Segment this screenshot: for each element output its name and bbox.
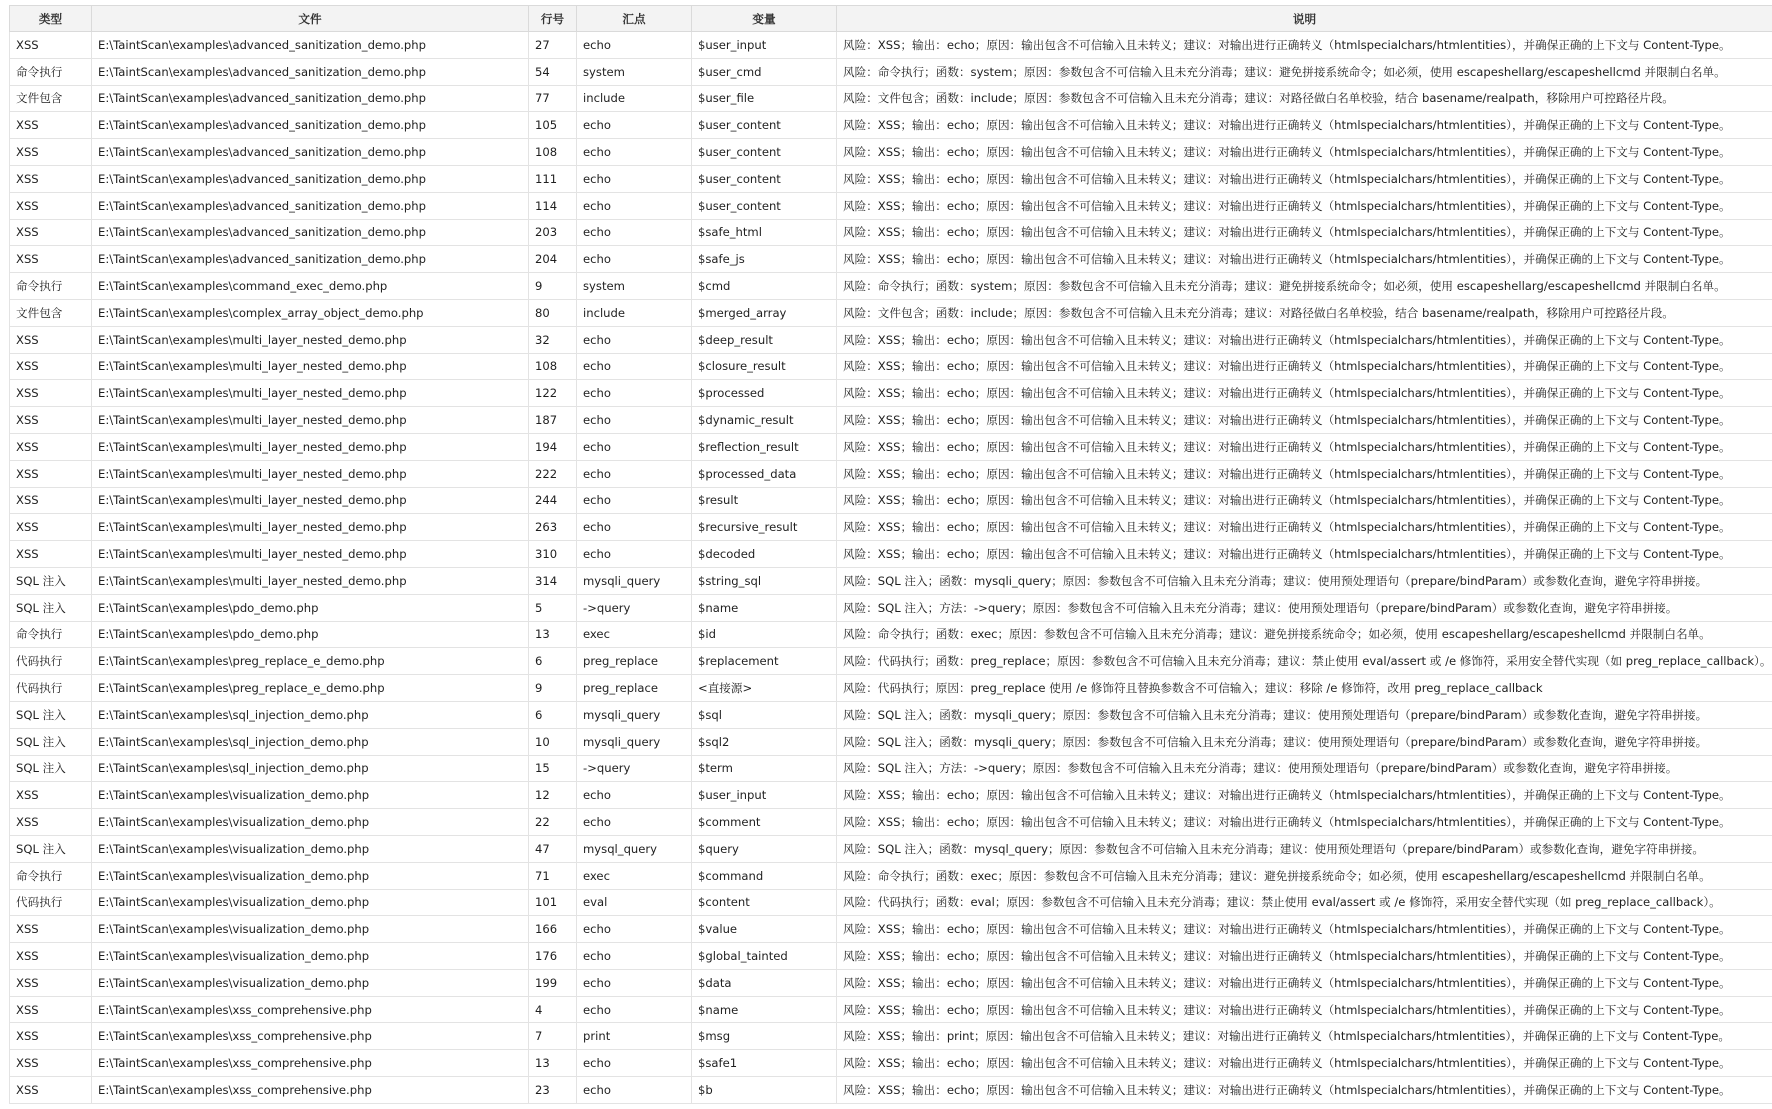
table-row[interactable] [10, 675, 1772, 702]
cell-line: 80 [529, 299, 577, 326]
cell-file: E:\TaintScan\examples\advanced_sanitization_demo.php [92, 165, 529, 192]
table-row[interactable] [10, 460, 1772, 487]
cell-sink: exec [577, 862, 692, 889]
cell-line: 105 [529, 112, 577, 139]
cell-type: XSS [10, 460, 92, 487]
table-row[interactable] [10, 58, 1772, 85]
table-header-row [10, 6, 1772, 32]
cell-file: E:\TaintScan\examples\command_exec_demo.php [92, 273, 529, 300]
cell-sink: echo [577, 407, 692, 434]
cell-line: 187 [529, 407, 577, 434]
cell-type: 代码执行 [10, 675, 92, 702]
cell-description: 风险：XSS；输出：echo；原因：输出包含不可信输入且未转义；建议：对输出进行正确转义（htmlspecialchars/htmlentities），并确保正确的上下文与 Content-Type。 [837, 943, 1772, 970]
cell-variable: $name [692, 594, 837, 621]
cell-variable: $merged_array [692, 299, 837, 326]
table-row[interactable] [10, 1077, 1772, 1104]
cell-sink: echo [577, 541, 692, 568]
column-header-type[interactable]: 类型 [10, 6, 92, 32]
cell-type: XSS [10, 246, 92, 273]
cell-sink: echo [577, 969, 692, 996]
cell-variable: $user_content [692, 112, 837, 139]
cell-variable: $replacement [692, 648, 837, 675]
cell-variable: $id [692, 621, 837, 648]
cell-sink: echo [577, 1077, 692, 1104]
cell-type: XSS [10, 541, 92, 568]
table-row[interactable] [10, 326, 1772, 353]
cell-type: SQL 注入 [10, 728, 92, 755]
cell-file: E:\TaintScan\examples\multi_layer_nested_demo.php [92, 433, 529, 460]
cell-variable: $processed [692, 380, 837, 407]
cell-description: 风险：XSS；输出：echo；原因：输出包含不可信输入且未转义；建议：对输出进行正确转义（htmlspecialchars/htmlentities），并确保正确的上下文与 Content-Type。 [837, 219, 1772, 246]
table-row[interactable] [10, 165, 1772, 192]
cell-line: 27 [529, 32, 577, 59]
cell-variable: $user_content [692, 165, 837, 192]
cell-line: 22 [529, 809, 577, 836]
cell-type: XSS [10, 326, 92, 353]
cell-description: 风险：SQL 注入；函数：mysqli_query；原因：参数包含不可信输入且未充分消毒；建议：使用预处理语句（prepare/bindParam）或参数化查询，避免字符串拼接。 [837, 701, 1772, 728]
cell-type: 命令执行 [10, 58, 92, 85]
cell-file: E:\TaintScan\examples\advanced_sanitization_demo.php [92, 32, 529, 59]
table-row[interactable] [10, 192, 1772, 219]
cell-variable: $user_file [692, 85, 837, 112]
cell-type: XSS [10, 112, 92, 139]
cell-sink: echo [577, 192, 692, 219]
table-row[interactable] [10, 1023, 1772, 1050]
cell-variable: $msg [692, 1023, 837, 1050]
cell-line: 13 [529, 621, 577, 648]
table-row[interactable] [10, 996, 1772, 1023]
table-row[interactable] [10, 139, 1772, 166]
cell-file: E:\TaintScan\examples\visualization_demo.php [92, 782, 529, 809]
cell-file: E:\TaintScan\examples\xss_comprehensive.php [92, 996, 529, 1023]
cell-description: 风险：XSS；输出：echo；原因：输出包含不可信输入且未转义；建议：对输出进行正确转义（htmlspecialchars/htmlentities），并确保正确的上下文与 Content-Type。 [837, 380, 1772, 407]
cell-line: 71 [529, 862, 577, 889]
cell-description: 风险：XSS；输出：echo；原因：输出包含不可信输入且未转义；建议：对输出进行正确转义（htmlspecialchars/htmlentities），并确保正确的上下文与 Content-Type。 [837, 487, 1772, 514]
cell-line: 222 [529, 460, 577, 487]
table-row[interactable] [10, 219, 1772, 246]
table-row[interactable] [10, 862, 1772, 889]
cell-sink: ->query [577, 755, 692, 782]
cell-line: 244 [529, 487, 577, 514]
cell-type: SQL 注入 [10, 594, 92, 621]
table-row[interactable] [10, 273, 1772, 300]
cell-file: E:\TaintScan\examples\advanced_sanitization_demo.php [92, 219, 529, 246]
cell-file: E:\TaintScan\examples\pdo_demo.php [92, 621, 529, 648]
table-row[interactable] [10, 701, 1772, 728]
cell-variable: $decoded [692, 541, 837, 568]
cell-type: SQL 注入 [10, 755, 92, 782]
cell-variable: $query [692, 835, 837, 862]
cell-sink: echo [577, 139, 692, 166]
cell-description: 风险：XSS；输出：echo；原因：输出包含不可信输入且未转义；建议：对输出进行正确转义（htmlspecialchars/htmlentities），并确保正确的上下文与 Content-Type。 [837, 32, 1772, 59]
table-row[interactable] [10, 621, 1772, 648]
cell-description: 风险：代码执行；函数：preg_replace；原因：参数包含不可信输入且未充分消毒；建议：禁止使用 eval/assert 或 /e 修饰符，采用安全替代实现（如 preg_replace_callback）。 [837, 648, 1772, 675]
cell-sink: preg_replace [577, 648, 692, 675]
cell-variable: $safe_html [692, 219, 837, 246]
cell-sink: mysqli_query [577, 567, 692, 594]
cell-type: XSS [10, 916, 92, 943]
cell-sink: echo [577, 112, 692, 139]
cell-line: 9 [529, 273, 577, 300]
cell-type: SQL 注入 [10, 701, 92, 728]
cell-description: 风险：XSS；输出：echo；原因：输出包含不可信输入且未转义；建议：对输出进行正确转义（htmlspecialchars/htmlentities），并确保正确的上下文与 Content-Type。 [837, 1050, 1772, 1077]
cell-sink: system [577, 58, 692, 85]
cell-type: XSS [10, 514, 92, 541]
results-table [9, 5, 1772, 1104]
cell-sink: echo [577, 326, 692, 353]
cell-line: 310 [529, 541, 577, 568]
cell-sink: preg_replace [577, 675, 692, 702]
cell-variable: $reflection_result [692, 433, 837, 460]
cell-file: E:\TaintScan\examples\xss_comprehensive.php [92, 1023, 529, 1050]
cell-sink: mysqli_query [577, 728, 692, 755]
cell-line: 314 [529, 567, 577, 594]
cell-variable: $global_tainted [692, 943, 837, 970]
cell-file: E:\TaintScan\examples\visualization_demo.php [92, 943, 529, 970]
cell-description: 风险：XSS；输出：echo；原因：输出包含不可信输入且未转义；建议：对输出进行正确转义（htmlspecialchars/htmlentities），并确保正确的上下文与 Content-Type。 [837, 460, 1772, 487]
cell-variable: $value [692, 916, 837, 943]
cell-line: 9 [529, 675, 577, 702]
cell-sink: mysql_query [577, 835, 692, 862]
column-header-sink[interactable]: 汇点 [577, 6, 692, 32]
cell-variable: $comment [692, 809, 837, 836]
cell-file: E:\TaintScan\examples\preg_replace_e_demo.php [92, 648, 529, 675]
cell-type: XSS [10, 943, 92, 970]
table-row[interactable] [10, 916, 1772, 943]
cell-line: 122 [529, 380, 577, 407]
cell-file: E:\TaintScan\examples\preg_replace_e_demo.php [92, 675, 529, 702]
cell-line: 101 [529, 889, 577, 916]
cell-type: 命令执行 [10, 273, 92, 300]
cell-type: XSS [10, 969, 92, 996]
cell-line: 111 [529, 165, 577, 192]
cell-file: E:\TaintScan\examples\multi_layer_nested_demo.php [92, 567, 529, 594]
cell-variable: $sql2 [692, 728, 837, 755]
cell-type: XSS [10, 996, 92, 1023]
cell-line: 12 [529, 782, 577, 809]
cell-line: 263 [529, 514, 577, 541]
cell-sink: echo [577, 916, 692, 943]
cell-type: XSS [10, 380, 92, 407]
cell-type: SQL 注入 [10, 567, 92, 594]
cell-line: 7 [529, 1023, 577, 1050]
cell-file: E:\TaintScan\examples\multi_layer_nested_demo.php [92, 407, 529, 434]
cell-file: E:\TaintScan\examples\advanced_sanitization_demo.php [92, 139, 529, 166]
cell-type: XSS [10, 353, 92, 380]
cell-sink: echo [577, 460, 692, 487]
cell-file: E:\TaintScan\examples\sql_injection_demo.php [92, 728, 529, 755]
cell-file: E:\TaintScan\examples\sql_injection_demo.php [92, 701, 529, 728]
table-row[interactable] [10, 353, 1772, 380]
cell-variable: $deep_result [692, 326, 837, 353]
cell-variable: $term [692, 755, 837, 782]
table-row[interactable] [10, 246, 1772, 273]
cell-variable: $user_input [692, 32, 837, 59]
cell-file: E:\TaintScan\examples\visualization_demo.php [92, 809, 529, 836]
cell-line: 6 [529, 701, 577, 728]
table-row[interactable] [10, 835, 1772, 862]
cell-line: 199 [529, 969, 577, 996]
cell-type: XSS [10, 1077, 92, 1104]
cell-file: E:\TaintScan\examples\advanced_sanitization_demo.php [92, 85, 529, 112]
cell-type: XSS [10, 433, 92, 460]
table-row[interactable] [10, 380, 1772, 407]
table-row[interactable] [10, 594, 1772, 621]
table-row[interactable] [10, 782, 1772, 809]
table-row[interactable] [10, 299, 1772, 326]
cell-line: 32 [529, 326, 577, 353]
cell-file: E:\TaintScan\examples\multi_layer_nested_demo.php [92, 514, 529, 541]
table-row[interactable] [10, 433, 1772, 460]
cell-line: 77 [529, 85, 577, 112]
cell-variable: $user_content [692, 139, 837, 166]
cell-sink: echo [577, 487, 692, 514]
cell-line: 108 [529, 353, 577, 380]
cell-description: 风险：XSS；输出：echo；原因：输出包含不可信输入且未转义；建议：对输出进行正确转义（htmlspecialchars/htmlentities），并确保正确的上下文与 Content-Type。 [837, 782, 1772, 809]
cell-sink: ->query [577, 594, 692, 621]
cell-variable: $string_sql [692, 567, 837, 594]
cell-line: 203 [529, 219, 577, 246]
cell-variable: $user_content [692, 192, 837, 219]
cell-description: 风险：XSS；输出：print；原因：输出包含不可信输入且未转义；建议：对输出进行正确转义（htmlspecialchars/htmlentities），并确保正确的上下文与 Content-Type。 [837, 1023, 1772, 1050]
column-header-description[interactable]: 说明 [837, 6, 1772, 32]
table-row[interactable] [10, 943, 1772, 970]
cell-sink: echo [577, 165, 692, 192]
cell-sink: include [577, 85, 692, 112]
table-row[interactable] [10, 809, 1772, 836]
cell-description: 风险：XSS；输出：echo；原因：输出包含不可信输入且未转义；建议：对输出进行正确转义（htmlspecialchars/htmlentities），并确保正确的上下文与 Content-Type。 [837, 1077, 1772, 1104]
cell-variable: $name [692, 996, 837, 1023]
cell-description: 风险：SQL 注入；方法：->query；原因：参数包含不可信输入且未充分消毒；建议：使用预处理语句（prepare/bindParam）或参数化查询，避免字符串拼接。 [837, 755, 1772, 782]
cell-line: 23 [529, 1077, 577, 1104]
table-row[interactable] [10, 567, 1772, 594]
table-row[interactable] [10, 514, 1772, 541]
cell-description: 风险：SQL 注入；函数：mysql_query；原因：参数包含不可信输入且未充分消毒；建议：使用预处理语句（prepare/bindParam）或参数化查询，避免字符串拼接。 [837, 835, 1772, 862]
cell-description: 风险：代码执行；函数：eval；原因：参数包含不可信输入且未充分消毒；建议：禁止使用 eval/assert 或 /e 修饰符，采用安全替代实现（如 preg_replace_callback）。 [837, 889, 1772, 916]
table-row[interactable] [10, 112, 1772, 139]
cell-description: 风险：命令执行；函数：exec；原因：参数包含不可信输入且未充分消毒；建议：避免拼接系统命令；如必须，使用 escapeshellarg/escapeshellcmd 并限制白名单。 [837, 621, 1772, 648]
cell-line: 108 [529, 139, 577, 166]
cell-line: 166 [529, 916, 577, 943]
cell-variable: $b [692, 1077, 837, 1104]
cell-file: E:\TaintScan\examples\multi_layer_nested_demo.php [92, 353, 529, 380]
cell-sink: system [577, 273, 692, 300]
cell-variable: $cmd [692, 273, 837, 300]
cell-line: 15 [529, 755, 577, 782]
cell-file: E:\TaintScan\examples\multi_layer_nested_demo.php [92, 541, 529, 568]
cell-sink: exec [577, 621, 692, 648]
cell-description: 风险：命令执行；函数：system；原因：参数包含不可信输入且未充分消毒；建议：避免拼接系统命令；如必须，使用 escapeshellarg/escapeshellcmd 并限制白名单。 [837, 58, 1772, 85]
cell-variable: $safe1 [692, 1050, 837, 1077]
cell-description: 风险：XSS；输出：echo；原因：输出包含不可信输入且未转义；建议：对输出进行正确转义（htmlspecialchars/htmlentities），并确保正确的上下文与 Content-Type。 [837, 112, 1772, 139]
cell-sink: include [577, 299, 692, 326]
cell-file: E:\TaintScan\examples\advanced_sanitization_demo.php [92, 246, 529, 273]
cell-type: XSS [10, 782, 92, 809]
cell-variable: $closure_result [692, 353, 837, 380]
cell-line: 13 [529, 1050, 577, 1077]
cell-variable: $result [692, 487, 837, 514]
cell-variable: $safe_js [692, 246, 837, 273]
cell-description: 风险：命令执行；函数：exec；原因：参数包含不可信输入且未充分消毒；建议：避免拼接系统命令；如必须，使用 escapeshellarg/escapeshellcmd 并限制白名单。 [837, 862, 1772, 889]
cell-description: 风险：XSS；输出：echo；原因：输出包含不可信输入且未转义；建议：对输出进行正确转义（htmlspecialchars/htmlentities），并确保正确的上下文与 Content-Type。 [837, 353, 1772, 380]
cell-file: E:\TaintScan\examples\sql_injection_demo.php [92, 755, 529, 782]
cell-type: XSS [10, 32, 92, 59]
cell-line: 10 [529, 728, 577, 755]
cell-description: 风险：XSS；输出：echo；原因：输出包含不可信输入且未转义；建议：对输出进行正确转义（htmlspecialchars/htmlentities），并确保正确的上下文与 Content-Type。 [837, 969, 1772, 996]
cell-type: XSS [10, 487, 92, 514]
cell-type: XSS [10, 809, 92, 836]
cell-variable: $processed_data [692, 460, 837, 487]
cell-description: 风险：XSS；输出：echo；原因：输出包含不可信输入且未转义；建议：对输出进行正确转义（htmlspecialchars/htmlentities），并确保正确的上下文与 Content-Type。 [837, 514, 1772, 541]
cell-description: 风险：XSS；输出：echo；原因：输出包含不可信输入且未转义；建议：对输出进行正确转义（htmlspecialchars/htmlentities），并确保正确的上下文与 Content-Type。 [837, 326, 1772, 353]
cell-file: E:\TaintScan\examples\complex_array_object_demo.php [92, 299, 529, 326]
column-header-line[interactable]: 行号 [529, 6, 577, 32]
cell-description: 风险：XSS；输出：echo；原因：输出包含不可信输入且未转义；建议：对输出进行正确转义（htmlspecialchars/htmlentities），并确保正确的上下文与 Content-Type。 [837, 916, 1772, 943]
cell-file: E:\TaintScan\examples\visualization_demo.php [92, 862, 529, 889]
cell-type: 代码执行 [10, 889, 92, 916]
cell-file: E:\TaintScan\examples\advanced_sanitization_demo.php [92, 58, 529, 85]
cell-file: E:\TaintScan\examples\xss_comprehensive.php [92, 1050, 529, 1077]
cell-type: XSS [10, 219, 92, 246]
cell-sink: echo [577, 353, 692, 380]
cell-description: 风险：XSS；输出：echo；原因：输出包含不可信输入且未转义；建议：对输出进行正确转义（htmlspecialchars/htmlentities），并确保正确的上下文与 Content-Type。 [837, 407, 1772, 434]
cell-line: 54 [529, 58, 577, 85]
cell-description: 风险：XSS；输出：echo；原因：输出包含不可信输入且未转义；建议：对输出进行正确转义（htmlspecialchars/htmlentities），并确保正确的上下文与 Content-Type。 [837, 541, 1772, 568]
cell-line: 5 [529, 594, 577, 621]
table-row[interactable] [10, 969, 1772, 996]
cell-line: 114 [529, 192, 577, 219]
cell-description: 风险：文件包含；函数：include；原因：参数包含不可信输入且未充分消毒；建议：对路径做白名单校验，结合 basename/realpath，移除用户可控路径片段。 [837, 85, 1772, 112]
cell-line: 204 [529, 246, 577, 273]
cell-description: 风险：XSS；输出：echo；原因：输出包含不可信输入且未转义；建议：对输出进行正确转义（htmlspecialchars/htmlentities），并确保正确的上下文与 Content-Type。 [837, 192, 1772, 219]
cell-sink: echo [577, 32, 692, 59]
table-row[interactable] [10, 648, 1772, 675]
cell-file: E:\TaintScan\examples\multi_layer_nested_demo.php [92, 380, 529, 407]
cell-sink: echo [577, 380, 692, 407]
cell-type: 文件包含 [10, 85, 92, 112]
cell-type: 命令执行 [10, 621, 92, 648]
cell-sink: eval [577, 889, 692, 916]
table-body [10, 32, 1772, 1104]
cell-type: XSS [10, 1050, 92, 1077]
cell-description: 风险：XSS；输出：echo；原因：输出包含不可信输入且未转义；建议：对输出进行正确转义（htmlspecialchars/htmlentities），并确保正确的上下文与 Content-Type。 [837, 809, 1772, 836]
results-table-container [9, 5, 1772, 1104]
cell-type: XSS [10, 192, 92, 219]
cell-variable: $data [692, 969, 837, 996]
cell-file: E:\TaintScan\examples\advanced_sanitization_demo.php [92, 192, 529, 219]
cell-description: 风险：SQL 注入；函数：mysqli_query；原因：参数包含不可信输入且未充分消毒；建议：使用预处理语句（prepare/bindParam）或参数化查询，避免字符串拼接。 [837, 567, 1772, 594]
table-row[interactable] [10, 728, 1772, 755]
table-row[interactable] [10, 32, 1772, 59]
cell-sink: echo [577, 433, 692, 460]
table-row[interactable] [10, 487, 1772, 514]
cell-line: 6 [529, 648, 577, 675]
cell-description: 风险：命令执行；函数：system；原因：参数包含不可信输入且未充分消毒；建议：避免拼接系统命令；如必须，使用 escapeshellarg/escapeshellcmd 并限制白名单。 [837, 273, 1772, 300]
column-header-file[interactable]: 文件 [92, 6, 529, 32]
cell-variable: <直接源> [692, 675, 837, 702]
column-header-variable[interactable]: 变量 [692, 6, 837, 32]
cell-type: 命令执行 [10, 862, 92, 889]
cell-sink: print [577, 1023, 692, 1050]
cell-line: 194 [529, 433, 577, 460]
cell-variable: $user_input [692, 782, 837, 809]
cell-description: 风险：SQL 注入；函数：mysqli_query；原因：参数包含不可信输入且未充分消毒；建议：使用预处理语句（prepare/bindParam）或参数化查询，避免字符串拼接。 [837, 728, 1772, 755]
cell-file: E:\TaintScan\examples\multi_layer_nested_demo.php [92, 487, 529, 514]
cell-description: 风险：XSS；输出：echo；原因：输出包含不可信输入且未转义；建议：对输出进行正确转义（htmlspecialchars/htmlentities），并确保正确的上下文与 Content-Type。 [837, 246, 1772, 273]
table-row[interactable] [10, 1050, 1772, 1077]
cell-file: E:\TaintScan\examples\multi_layer_nested_demo.php [92, 326, 529, 353]
cell-type: XSS [10, 407, 92, 434]
cell-sink: echo [577, 809, 692, 836]
cell-type: 代码执行 [10, 648, 92, 675]
cell-variable: $user_cmd [692, 58, 837, 85]
cell-file: E:\TaintScan\examples\visualization_demo.php [92, 889, 529, 916]
cell-variable: $sql [692, 701, 837, 728]
cell-variable: $recursive_result [692, 514, 837, 541]
cell-sink: mysqli_query [577, 701, 692, 728]
table-row[interactable] [10, 889, 1772, 916]
cell-variable: $content [692, 889, 837, 916]
table-row[interactable] [10, 541, 1772, 568]
table-row[interactable] [10, 755, 1772, 782]
cell-variable: $dynamic_result [692, 407, 837, 434]
cell-line: 47 [529, 835, 577, 862]
cell-file: E:\TaintScan\examples\visualization_demo.php [92, 916, 529, 943]
cell-line: 176 [529, 943, 577, 970]
cell-sink: echo [577, 782, 692, 809]
cell-type: XSS [10, 139, 92, 166]
cell-line: 4 [529, 996, 577, 1023]
cell-type: 文件包含 [10, 299, 92, 326]
cell-sink: echo [577, 1050, 692, 1077]
cell-sink: echo [577, 943, 692, 970]
cell-file: E:\TaintScan\examples\advanced_sanitization_demo.php [92, 112, 529, 139]
cell-file: E:\TaintScan\examples\xss_comprehensive.php [92, 1077, 529, 1104]
cell-sink: echo [577, 246, 692, 273]
cell-sink: echo [577, 996, 692, 1023]
cell-type: XSS [10, 165, 92, 192]
cell-file: E:\TaintScan\examples\visualization_demo.php [92, 969, 529, 996]
cell-description: 风险：SQL 注入；方法：->query；原因：参数包含不可信输入且未充分消毒；建议：使用预处理语句（prepare/bindParam）或参数化查询，避免字符串拼接。 [837, 594, 1772, 621]
cell-file: E:\TaintScan\examples\pdo_demo.php [92, 594, 529, 621]
cell-description: 风险：XSS；输出：echo；原因：输出包含不可信输入且未转义；建议：对输出进行正确转义（htmlspecialchars/htmlentities），并确保正确的上下文与 Content-Type。 [837, 165, 1772, 192]
table-row[interactable] [10, 407, 1772, 434]
cell-file: E:\TaintScan\examples\multi_layer_nested_demo.php [92, 460, 529, 487]
cell-description: 风险：XSS；输出：echo；原因：输出包含不可信输入且未转义；建议：对输出进行正确转义（htmlspecialchars/htmlentities），并确保正确的上下文与 Content-Type。 [837, 433, 1772, 460]
cell-type: SQL 注入 [10, 835, 92, 862]
cell-sink: echo [577, 219, 692, 246]
cell-variable: $command [692, 862, 837, 889]
cell-description: 风险：代码执行；原因：preg_replace 使用 /e 修饰符且替换参数含不可信输入；建议：移除 /e 修饰符，改用 preg_replace_callback [837, 675, 1772, 702]
table-row[interactable] [10, 85, 1772, 112]
cell-description: 风险：文件包含；函数：include；原因：参数包含不可信输入且未充分消毒；建议：对路径做白名单校验，结合 basename/realpath，移除用户可控路径片段。 [837, 299, 1772, 326]
cell-sink: echo [577, 514, 692, 541]
cell-type: XSS [10, 1023, 92, 1050]
cell-file: E:\TaintScan\examples\visualization_demo.php [92, 835, 529, 862]
cell-description: 风险：XSS；输出：echo；原因：输出包含不可信输入且未转义；建议：对输出进行正确转义（htmlspecialchars/htmlentities），并确保正确的上下文与 Content-Type。 [837, 996, 1772, 1023]
cell-description: 风险：XSS；输出：echo；原因：输出包含不可信输入且未转义；建议：对输出进行正确转义（htmlspecialchars/htmlentities），并确保正确的上下文与 Content-Type。 [837, 139, 1772, 166]
